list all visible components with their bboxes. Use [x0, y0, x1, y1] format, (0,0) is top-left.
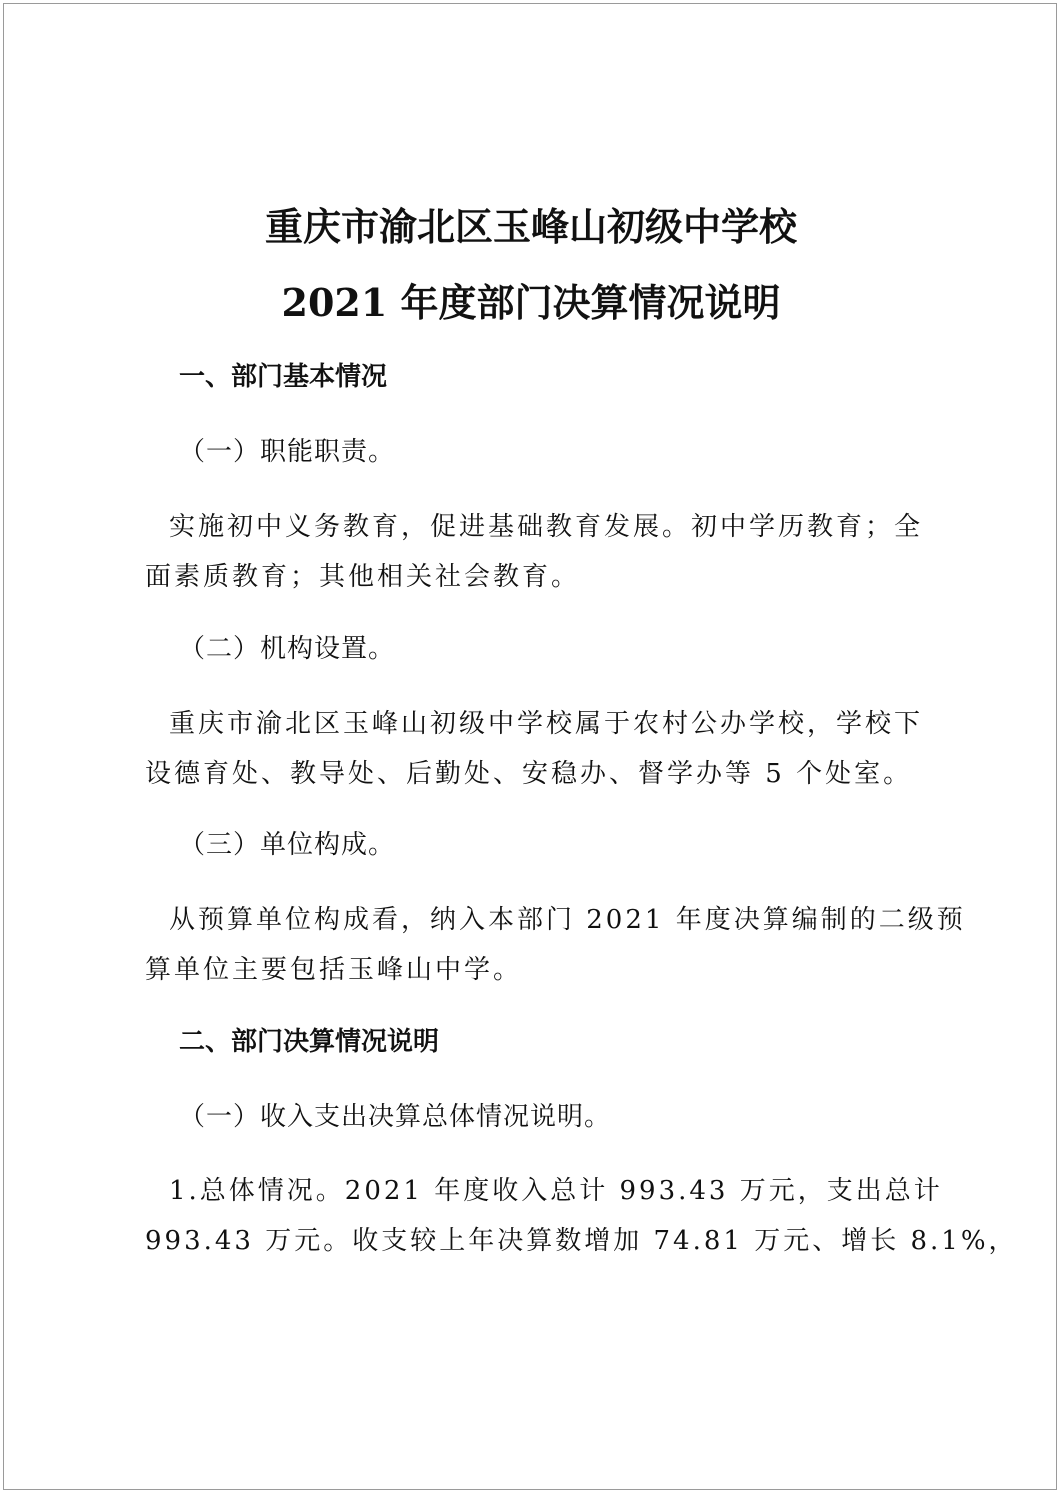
paragraph-organization-line-2: 设德育处、教导处、后勤处、安稳办、督学办等 5 个处室。 — [145, 759, 913, 789]
document-page — [3, 3, 1057, 1490]
paragraph-unit-composition-line-2: 算单位主要包括玉峰山中学。 — [145, 955, 523, 985]
document-title-line-2: 2021 年度部门决算情况说明 — [281, 280, 781, 325]
subheading-organization: （二）机构设置。 — [179, 634, 396, 664]
paragraph-overall-line-1: 1.总体情况。2021 年度收入总计 993.43 万元，支出总计 — [169, 1176, 943, 1206]
paragraph-functions-line-2: 面素质教育；其他相关社会教育。 — [145, 562, 581, 592]
paragraph-overall-line-2: 993.43 万元。收支较上年决算数增加 74.81 万元、增长 8.1%， — [145, 1226, 1018, 1256]
paragraph-unit-composition-line-1: 从预算单位构成看，纳入本部门 2021 年度决算编制的二级预 — [169, 905, 966, 935]
subheading-functions: （一）职能职责。 — [179, 437, 396, 467]
paragraph-functions-line-1: 实施初中义务教育，促进基础教育发展。初中学历教育；全 — [169, 512, 924, 542]
section-heading-final-accounts: 二、部门决算情况说明 — [179, 1027, 440, 1057]
subheading-income-expenditure: （一）收入支出决算总体情况说明。 — [179, 1102, 612, 1132]
paragraph-organization-line-1: 重庆市渝北区玉峰山初级中学校属于农村公办学校，学校下 — [169, 709, 924, 739]
section-heading-basic-info: 一、部门基本情况 — [179, 362, 388, 392]
document-title-line-1: 重庆市渝北区玉峰山初级中学校 — [264, 204, 797, 249]
subheading-unit-composition: （三）单位构成。 — [179, 830, 396, 860]
